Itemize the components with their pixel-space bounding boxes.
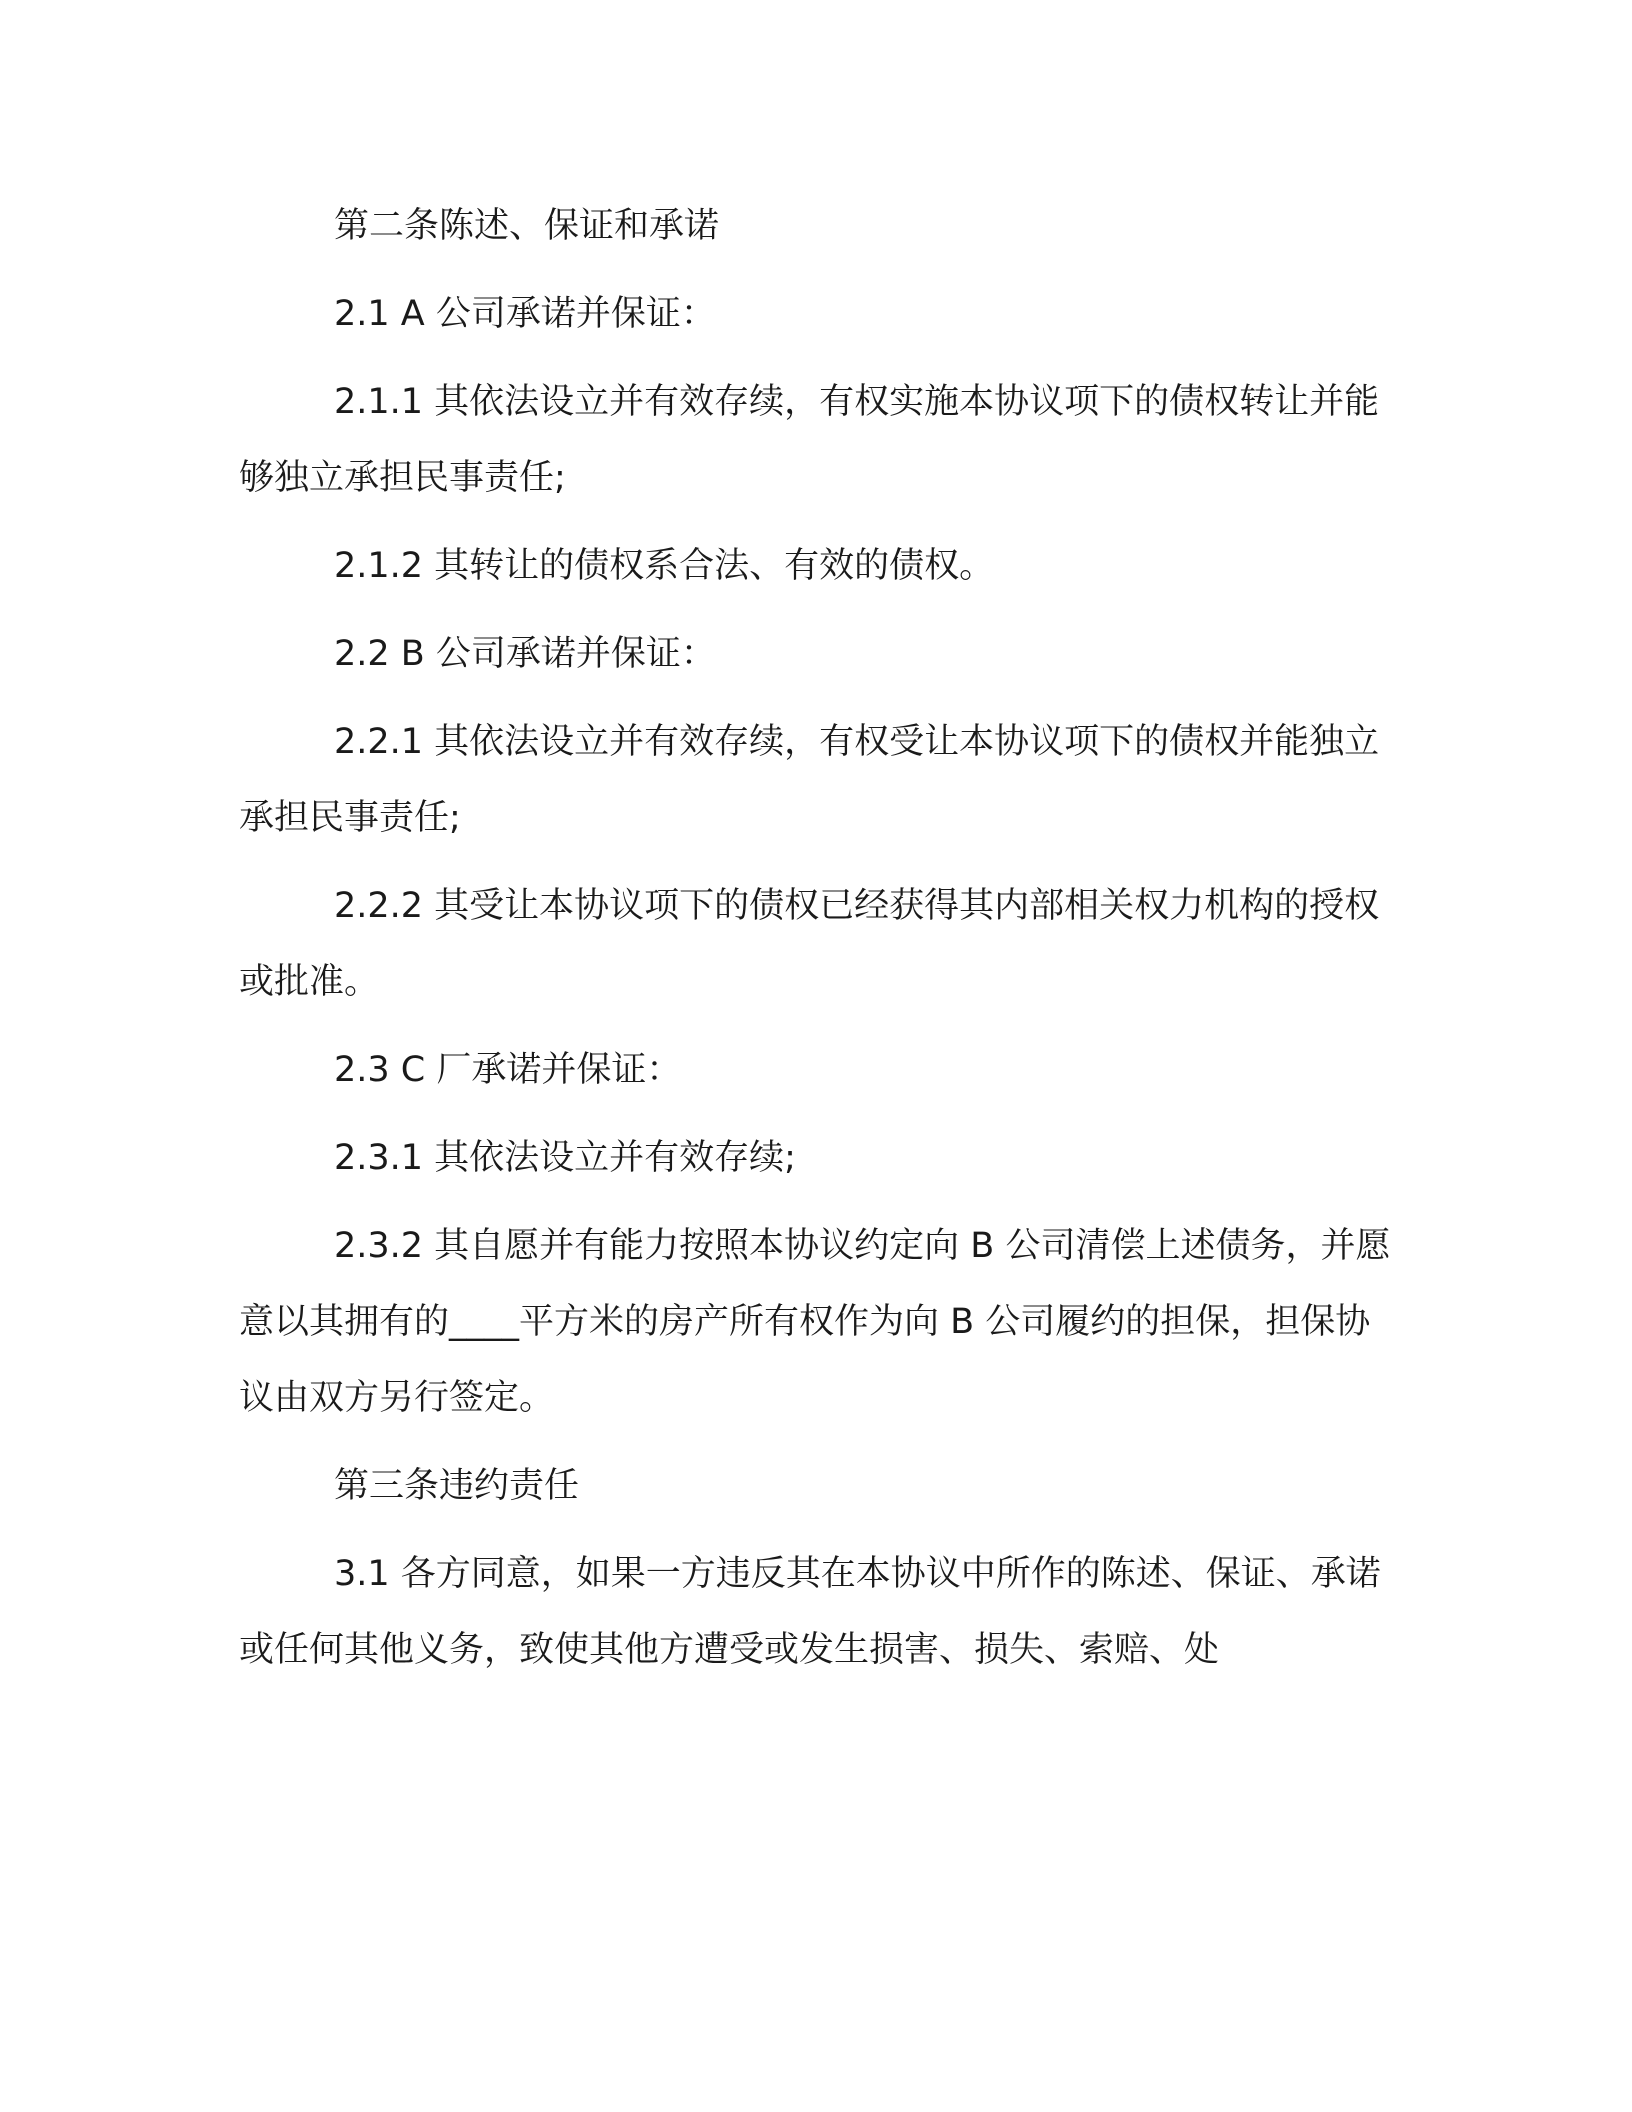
clause-2-3-1: 2.3.1 其依法设立并有效存续; xyxy=(334,1138,796,1178)
clause-2-2-1: 2.2.1 其依法设立并有效存续，有权受让本协议项下的债权并能独立承担民事责任; xyxy=(239,722,1380,838)
clause-2-1-1: 2.1.1 其依法设立并有效存续，有权实施本协议项下的债权转让并能够独立承担民事责任; xyxy=(239,382,1380,498)
clause-2-1-2: 2.1.2 其转让的债权系合法、有效的债权。 xyxy=(334,546,995,586)
clause-2-1: 2.1 A 公司承诺并保证： xyxy=(334,294,716,334)
clause-2-3-2: 2.3.2 其自愿并有能力按照本协议约定向 B 公司清偿上述债务，并愿意以其拥有的____平方米的房产所有权作为向 B 公司履约的担保，担保协议由双方另行签定。 xyxy=(239,1226,1391,1418)
document-body xyxy=(239,188,1399,1700)
clause-2-2: 2.2 B 公司承诺并保证： xyxy=(334,634,716,674)
article-2-heading: 第二条陈述、保证和承诺 xyxy=(334,206,720,246)
clause-3-1: 3.1 各方同意，如果一方违反其在本协议中所作的陈述、保证、承诺或任何其他义务，致使其他方遭受或发生损害、损失、索赔、处 xyxy=(239,1554,1381,1670)
article-3-heading: 第三条违约责任 xyxy=(334,1466,580,1506)
clause-2-2-2: 2.2.2 其受让本协议项下的债权已经获得其内部相关权力机构的授权或批准。 xyxy=(239,886,1380,1002)
clause-2-3: 2.3 C 厂承诺并保证： xyxy=(334,1050,682,1090)
